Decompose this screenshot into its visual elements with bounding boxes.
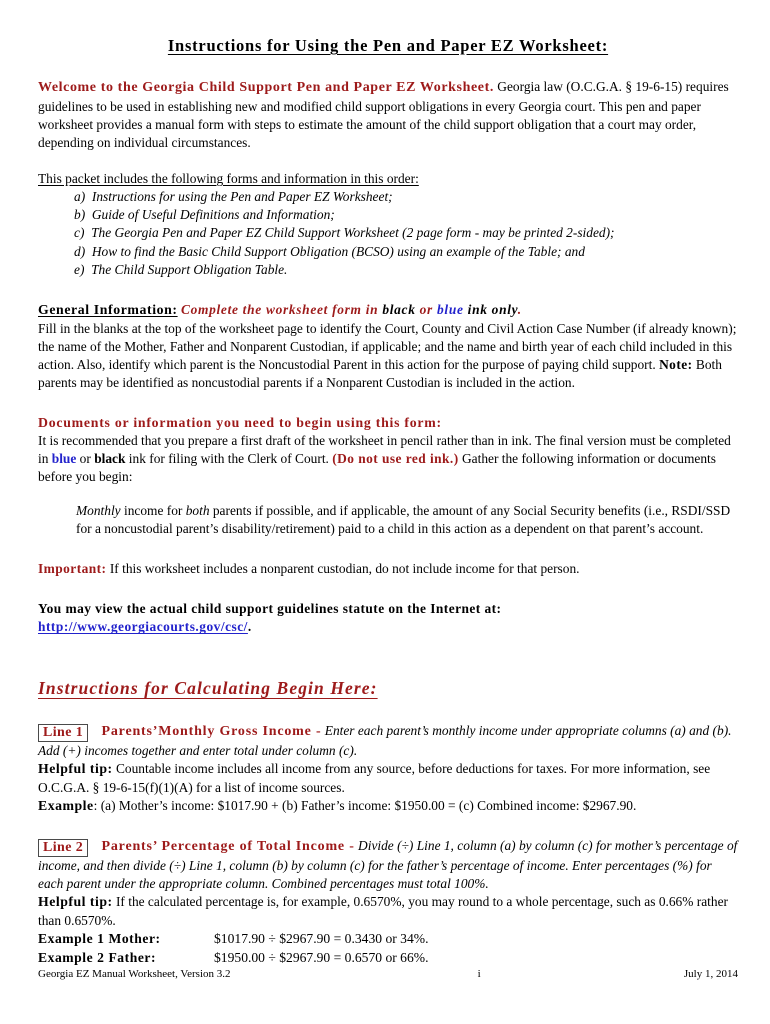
black-word: black bbox=[94, 451, 126, 467]
line-1-title-dash: - bbox=[311, 724, 322, 740]
monthly-italic-1: Monthly bbox=[76, 503, 121, 519]
welcome-paragraph bbox=[38, 78, 738, 152]
monthly-income-note bbox=[38, 502, 738, 538]
general-information-body bbox=[38, 320, 738, 392]
monthly-text-2: parents if possible, and if applicable, the amount of any Social Security benefits (i.e., RSDI/SSD for a noncustodial parent’s disability/retirement) paid to a child in this action as a dependent on that parent’s account. bbox=[76, 503, 731, 537]
general-tagline-red-2: or bbox=[415, 302, 437, 318]
line-1-instruction: Enter each parent’s monthly income under appropriate columns (a) and (b). Add (+) incomes together and enter total under column (c). bbox=[38, 723, 732, 759]
list-item bbox=[38, 261, 738, 279]
line-2-instruction: Divide (÷) Line 1, column (a) by column (c) for mother’s percentage of income, and then divide (÷) Line 1, column (b) by column (c) for the father’s percentage of income. Enter percentages (%) for each parent under the appropriate column. Combined percentages must total 100%. bbox=[38, 838, 738, 892]
note-label: Note: bbox=[659, 356, 693, 372]
list-item-text: The Child Support Obligation Table. bbox=[91, 261, 288, 277]
list-item bbox=[38, 243, 738, 261]
welcome-lead: Welcome to the Georgia Child Support Pen and Paper EZ Worksheet. bbox=[38, 80, 494, 95]
internet-line: You may view the actual child support guidelines statute on the Internet at: bbox=[38, 601, 502, 617]
line-2-example-1-name: Example 1 Mother: bbox=[38, 931, 161, 947]
line-2-title: Parents’ Percentage of Total Income bbox=[101, 839, 345, 855]
welcome-body: Georgia law (O.C.G.A. § 19-6-15) requires guidelines to be used in establishing new and modified child support obligations in every Georgia court. This pen and paper worksheet provides a manual form with steps to estimate the amount of the child support obligation that a court may order, depending on individual circumstances. bbox=[38, 79, 729, 150]
general-tagline-black-2: ink only bbox=[463, 302, 518, 318]
calculating-heading: Instructions for Calculating Begin Here: bbox=[38, 677, 378, 698]
line-1-tip-label: Helpful tip: bbox=[38, 761, 113, 777]
list-item-label: b) bbox=[74, 207, 86, 223]
general-body-1: Fill in the blanks at the top of the worksheet page to identify the Court, County and Civil Action Case Number (if already known); the name of the Mother, Father and Nonparent Custodian, if applicable; and the name and birth year of each child included in this action. Also, identify which parent is the Noncustodial Parent in this action for the purpose of paying child support. bbox=[38, 320, 737, 372]
line-2-box: Line 2 bbox=[38, 839, 88, 857]
line1-example bbox=[38, 797, 738, 816]
line-1-box: Line 1 bbox=[38, 724, 88, 742]
page-title bbox=[38, 36, 738, 56]
line-2-tip-label: Helpful tip: bbox=[38, 894, 113, 910]
line1-tip bbox=[38, 760, 738, 797]
line-2-example-row bbox=[38, 930, 738, 949]
footer-page-number: i bbox=[477, 968, 481, 980]
list-item-text: How to find the Basic Child Support Obligation (BCSO) using an example of the Table; and bbox=[91, 243, 585, 259]
page-footer bbox=[38, 968, 738, 980]
packet-list bbox=[38, 188, 738, 279]
line-1-title-b: Gross Income bbox=[215, 724, 312, 740]
packet-heading: This packet includes the following forms and information in this order: bbox=[38, 170, 419, 186]
general-body-2: Both parents may be identified as noncustodial parents if a Nonparent Custodian is included in the action. bbox=[38, 356, 722, 390]
documents-heading: Documents or information you need to begin using this form: bbox=[38, 414, 442, 430]
documents-body-3: ink for filing with the Clerk of Court. bbox=[125, 451, 333, 467]
line-1-example-label: Example bbox=[38, 797, 94, 813]
list-item bbox=[38, 224, 738, 242]
internet-url-line bbox=[38, 618, 738, 636]
blue-word: blue bbox=[51, 451, 77, 467]
list-item-label: c) bbox=[74, 225, 85, 241]
line-2-title-dash: - bbox=[344, 839, 355, 855]
list-item-label: a) bbox=[74, 188, 86, 204]
line-1-example-text: : (a) Mother’s income: $1017.90 + (b) Father’s income: $1950.00 = (c) Combined income: $2967.90. bbox=[93, 797, 637, 813]
line-2-example-2-calc: $1950.00 ÷ $2967.90 = 0.6570 or 66%. bbox=[214, 949, 429, 965]
line-1-tip-text: Countable income includes all income from any source, before deductions for taxes. For more information, see O.C.G.A. § 19-6-15(f)(1)(A) for a list of income sources. bbox=[38, 761, 711, 795]
general-information-section bbox=[38, 301, 738, 320]
list-item-label: e) bbox=[74, 261, 85, 277]
general-tagline-blue: blue bbox=[437, 302, 464, 318]
documents-body-4: Gather the following information or documents before you begin: bbox=[38, 451, 716, 485]
line-2-tip-text: If the calculated percentage is, for example, 0.6570%, you may round to a whole percentage, such as 0.66% rather than 0.6570%. bbox=[38, 894, 728, 929]
list-item-text: Instructions for using the Pen and Paper EZ Worksheet; bbox=[91, 188, 393, 204]
general-information-label: General Information: bbox=[38, 302, 178, 318]
line2-tip bbox=[38, 893, 738, 930]
page-title-text: Instructions for Using the Pen and Paper EZ Worksheet: bbox=[167, 36, 609, 55]
general-tagline-black: black bbox=[382, 302, 416, 318]
url-trailing-period: . bbox=[247, 619, 252, 635]
line-1-title-a: Parents’ bbox=[101, 724, 159, 740]
red-ink-warning: (Do not use red ink.) bbox=[332, 451, 459, 467]
list-item-text: The Georgia Pen and Paper EZ Child Support Worksheet (2 page form - may be printed 2-sided); bbox=[91, 225, 615, 241]
list-item bbox=[38, 206, 738, 224]
line-1-title-monthly: Monthly bbox=[158, 724, 216, 740]
documents-body-1: It is recommended that you prepare a first draft of the worksheet in pencil rather than in ink. The final version must be completed in bbox=[38, 433, 731, 467]
guidelines-url-link[interactable]: http://www.georgiacourts.gov/csc/ bbox=[38, 619, 248, 635]
line2-heading bbox=[38, 837, 738, 893]
list-item-label: d) bbox=[74, 243, 86, 259]
general-tagline-period: . bbox=[517, 302, 522, 318]
documents-body-2: or bbox=[76, 451, 95, 467]
documents-body bbox=[38, 432, 738, 486]
list-item bbox=[38, 188, 738, 206]
list-item-text: Guide of Useful Definitions and Information; bbox=[91, 207, 335, 223]
general-tagline-red-1: Complete the worksheet form in bbox=[180, 302, 383, 318]
line1-heading bbox=[38, 722, 738, 760]
line-2-example-2-name: Example 2 Father: bbox=[38, 949, 157, 965]
footer-date: July 1, 2014 bbox=[683, 968, 738, 980]
monthly-italic-2: both bbox=[185, 503, 210, 519]
important-note bbox=[38, 560, 738, 578]
line-2-example-1-calc: $1017.90 ÷ $2967.90 = 0.3430 or 34%. bbox=[214, 931, 429, 947]
important-label: Important: bbox=[38, 561, 107, 577]
monthly-text-1: income for bbox=[120, 503, 186, 519]
calculating-heading-wrap bbox=[38, 677, 738, 701]
important-text: If this worksheet includes a nonparent custodian, do not include income for that person. bbox=[106, 561, 580, 577]
line-2-example-row bbox=[38, 949, 738, 968]
footer-left-text: Georgia EZ Manual Worksheet, Version 3.2 bbox=[38, 968, 231, 980]
